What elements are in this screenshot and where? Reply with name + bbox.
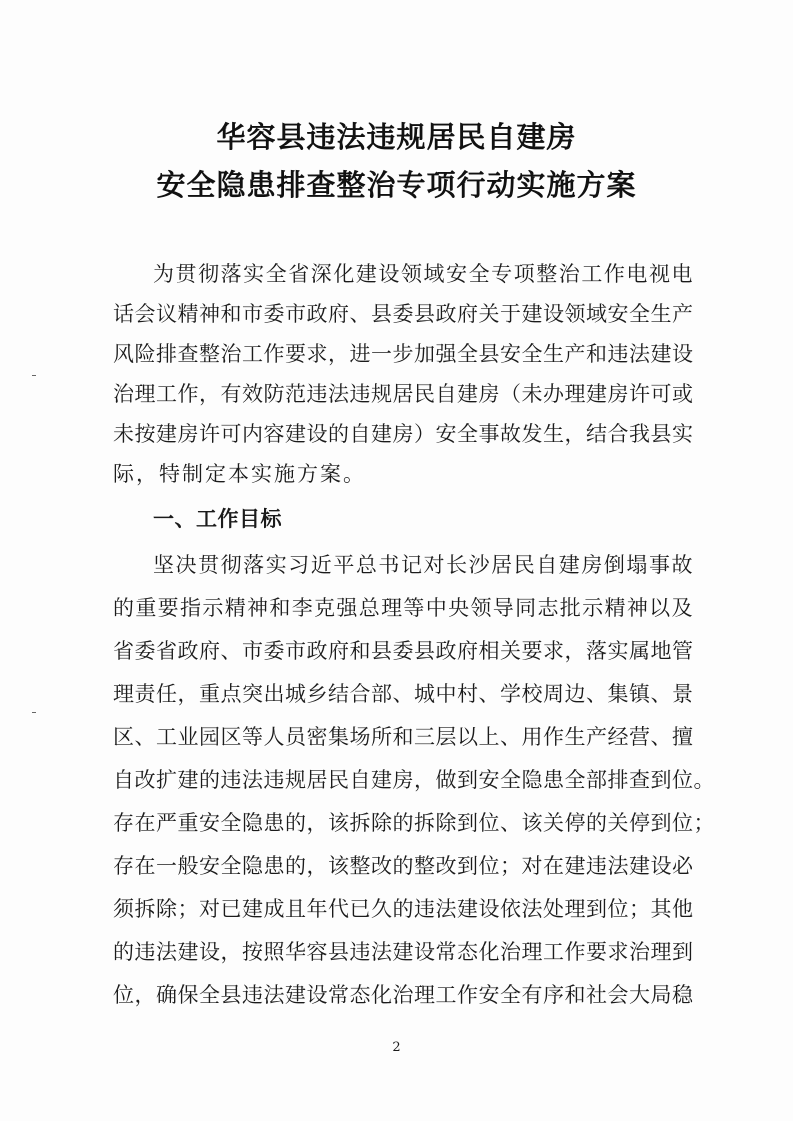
paragraph-1-line: 治理工作，有效防范违法违规居民自建房（未办理建房许可或 xyxy=(113,382,694,406)
margin-mark xyxy=(32,375,36,376)
paragraph-2-line: 存在严重安全隐患的，该拆除的拆除到位、该关停的关停到位； xyxy=(113,811,715,835)
paragraph-2-line: 省委省政府、市委市政府和县委县政府相关要求，落实属地管 xyxy=(113,639,694,663)
paragraph-2-line: 自改扩建的违法违规居民自建房，做到安全隐患全部排查到位。 xyxy=(113,768,715,792)
paragraph-2-line: 理责任，重点突出城乡结合部、城中村、学校周边、集镇、景 xyxy=(113,682,694,706)
paragraph-2-line: 的违法建设，按照华容县违法建设常态化治理工作要求治理到 xyxy=(113,940,694,964)
paragraph-1-line: 为贯彻落实全省深化建设领域安全专项整治工作电视电 xyxy=(153,262,693,286)
document-title-line-2: 安全隐患排查整治专项行动实施方案 xyxy=(156,168,637,202)
paragraph-2-line: 须拆除；对已建成且年代已久的违法建设依法处理到位；其他 xyxy=(113,897,694,921)
paragraph-1-line: 际，特制定本实施方案。 xyxy=(113,462,366,486)
paragraph-2-line: 区、工业园区等人员密集场所和三层以上、用作生产经营、擅 xyxy=(113,725,694,749)
page-number: 2 xyxy=(392,1040,401,1055)
paragraph-2-line: 位，确保全县违法建设常态化治理工作安全有序和社会大局稳 xyxy=(113,983,694,1007)
paragraph-1-line: 话会议精神和市委市政府、县委县政府关于建设领域安全生产 xyxy=(113,302,694,326)
margin-mark xyxy=(32,712,36,713)
paragraph-2-line: 坚决贯彻落实习近平总书记对长沙居民自建房倒塌事故 xyxy=(153,553,693,577)
document-title-line-1: 华容县违法违规居民自建房 xyxy=(216,120,577,154)
paragraph-1-line: 未按建房许可内容建设的自建房）安全事故发生，结合我县实 xyxy=(113,422,694,446)
section-heading: 一、工作目标 xyxy=(153,507,282,531)
paragraph-2-line: 的重要指示精神和李克强总理等中央领导同志批示精神以及 xyxy=(113,596,693,620)
paragraph-2-line: 存在一般安全隐患的，该整改的整改到位；对在建违法建设必 xyxy=(113,854,694,878)
paragraph-1-line: 风险排查整治工作要求，进一步加强全县安全生产和违法建设 xyxy=(113,342,694,366)
